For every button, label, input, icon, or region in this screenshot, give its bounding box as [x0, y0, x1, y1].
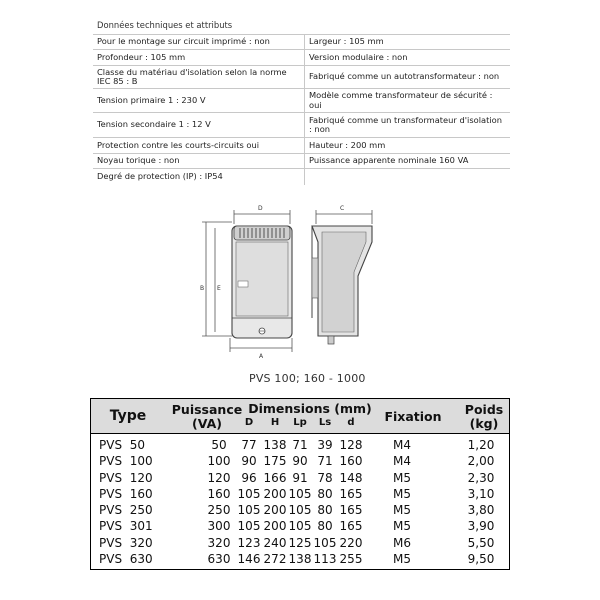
- cell-fix: M5: [393, 552, 411, 567]
- side-view: [312, 226, 372, 344]
- cell-lp: 105: [288, 519, 312, 534]
- cell-h: 200: [263, 503, 287, 518]
- header-type: Type: [109, 408, 147, 424]
- spec-row: [93, 66, 510, 89]
- cell-type: PVS 100: [99, 454, 153, 469]
- header-power: [171, 403, 243, 431]
- spec-cell-right: Largeur : 105 mm: [305, 35, 511, 50]
- spec-cell-right: Fabriqué comme un transformateur d'isolation : non: [305, 113, 511, 138]
- cell-type: PVS 50: [99, 438, 145, 452]
- spec-row: [93, 169, 510, 186]
- dimensions-table-header: [91, 399, 509, 434]
- cell-power: 300: [207, 519, 231, 534]
- spec-row: [93, 50, 510, 66]
- cell-wt: 2,30: [467, 470, 495, 485]
- header-dimensions: Dimensions (mm): [248, 401, 372, 416]
- spec-grid: [93, 35, 510, 185]
- label-c: C: [340, 205, 345, 212]
- cell-dd: 160: [339, 454, 363, 469]
- header-power-label: Puissance: [171, 402, 243, 417]
- spec-row: [93, 154, 510, 169]
- cell-power: 160: [207, 486, 231, 501]
- table-row: [91, 518, 509, 534]
- cell-wt: 3,90: [467, 519, 495, 534]
- cell-ls: 80: [317, 503, 333, 518]
- table-row: [91, 502, 509, 518]
- spec-cell-left: Noyau torique : non: [93, 154, 305, 169]
- cell-power: 120: [207, 470, 231, 485]
- cell-lp: 71: [292, 438, 308, 452]
- label-a: A: [259, 353, 264, 360]
- cell-dd: 165: [339, 519, 363, 534]
- cell-lp: 91: [292, 470, 308, 485]
- cell-fix: M5: [393, 503, 411, 518]
- cell-h: 200: [263, 486, 287, 501]
- technical-drawing: [190, 198, 390, 370]
- cell-ls: 71: [317, 454, 333, 469]
- spec-cell-right: Fabriqué comme un autotransformateur : non: [305, 66, 511, 89]
- cell-h: 240: [263, 535, 287, 550]
- label-e: E: [217, 285, 221, 292]
- cell-fix: M5: [393, 470, 411, 485]
- cell-d: 123: [237, 535, 261, 550]
- cell-ls: 39: [317, 438, 333, 452]
- cell-wt: 3,80: [467, 503, 495, 518]
- cell-power: 250: [207, 503, 231, 518]
- cell-wt: 9,50: [467, 552, 495, 567]
- cell-wt: 5,50: [467, 535, 495, 550]
- spec-row: [93, 89, 510, 113]
- spec-cell-left: Tension primaire 1 : 230 V: [93, 89, 305, 113]
- cell-d: 105: [237, 519, 261, 534]
- front-view: [232, 226, 292, 338]
- spec-table: [93, 16, 510, 185]
- cell-lp: 105: [288, 503, 312, 518]
- header-dd: d: [347, 417, 355, 428]
- header-h: H: [270, 417, 280, 428]
- table-row: [91, 486, 509, 502]
- drawing-caption: PVS 100; 160 - 1000: [249, 372, 366, 385]
- cell-ls: 80: [317, 486, 333, 501]
- spec-cell-left: Degré de protection (IP) : IP54: [93, 169, 305, 186]
- cell-d: 90: [241, 454, 257, 469]
- cell-d: 105: [237, 503, 261, 518]
- cell-type: PVS 320: [99, 535, 153, 550]
- cell-dd: 148: [339, 470, 363, 485]
- header-weight-label: Poids: [464, 402, 504, 417]
- cell-fix: M6: [393, 535, 411, 550]
- header-power-unit: (VA): [192, 416, 222, 431]
- cell-power: 50: [211, 438, 227, 452]
- cell-ls: 78: [317, 470, 333, 485]
- cell-ls: 105: [313, 535, 337, 550]
- cell-lp: 138: [288, 552, 312, 567]
- cell-dd: 165: [339, 503, 363, 518]
- cell-type: PVS 250: [99, 503, 153, 518]
- cell-type: PVS 630: [99, 552, 153, 567]
- spec-cell-left: Profondeur : 105 mm: [93, 50, 305, 66]
- header-lp: Lp: [293, 417, 307, 428]
- cell-dd: 165: [339, 486, 363, 501]
- table-row: [91, 437, 509, 453]
- cell-power: 630: [207, 552, 231, 567]
- dimensions-table: [90, 398, 510, 570]
- cell-wt: 1,20: [467, 438, 495, 452]
- cell-d: 96: [241, 470, 257, 485]
- spec-cell-left: Protection contre les courts-circuits oui: [93, 138, 305, 154]
- cell-fix: M4: [393, 454, 411, 469]
- spec-cell-left: Pour le montage sur circuit imprimé : non: [93, 35, 305, 50]
- cell-dd: 220: [339, 535, 363, 550]
- cell-h: 175: [263, 454, 287, 469]
- table-row: [91, 453, 509, 469]
- cell-h: 200: [263, 519, 287, 534]
- cell-h: 138: [263, 438, 287, 452]
- spec-cell-right: Modèle comme transformateur de sécurité : oui: [305, 89, 511, 113]
- cell-wt: 3,10: [467, 486, 495, 501]
- spec-cell-left: Tension secondaire 1 : 12 V: [93, 113, 305, 138]
- header-fixation: Fixation: [384, 409, 442, 424]
- header-d: D: [244, 417, 254, 428]
- spec-cell-right: Puissance apparente nominale 160 VA: [305, 154, 511, 169]
- cell-fix: M5: [393, 519, 411, 534]
- cell-fix: M5: [393, 486, 411, 501]
- cell-d: 77: [241, 438, 257, 452]
- table-row: [91, 535, 509, 551]
- cell-dd: 128: [339, 438, 363, 452]
- table-row: [91, 470, 509, 486]
- spec-cell-right: Version modulaire : non: [305, 50, 511, 66]
- spec-cell-left: Classe du matériau d'isolation selon la norme IEC 85 : B: [93, 66, 305, 89]
- cell-lp: 105: [288, 486, 312, 501]
- header-ls: Ls: [318, 417, 332, 428]
- cell-power: 100: [207, 454, 231, 469]
- spec-header: Données techniques et attributs: [93, 16, 510, 35]
- label-d: D: [258, 205, 263, 212]
- cell-lp: 125: [288, 535, 312, 550]
- cell-lp: 90: [292, 454, 308, 469]
- spec-cell-right: Hauteur : 200 mm: [305, 138, 511, 154]
- dimensions-table-body: [91, 434, 509, 569]
- cell-fix: M4: [393, 438, 411, 452]
- cell-ls: 80: [317, 519, 333, 534]
- cell-d: 105: [237, 486, 261, 501]
- cell-type: PVS 120: [99, 470, 153, 485]
- spec-row: [93, 138, 510, 154]
- label-b: B: [200, 285, 205, 292]
- spec-cell-right: [305, 169, 511, 186]
- table-row: [91, 551, 509, 567]
- cell-h: 272: [263, 552, 287, 567]
- cell-wt: 2,00: [467, 454, 495, 469]
- cell-d: 146: [237, 552, 261, 567]
- header-weight: [456, 403, 512, 431]
- spec-row: [93, 35, 510, 50]
- cell-ls: 113: [313, 552, 337, 567]
- cell-power: 320: [207, 535, 231, 550]
- cell-h: 166: [263, 470, 287, 485]
- header-weight-unit: (kg): [469, 416, 499, 431]
- spec-row: [93, 113, 510, 138]
- cell-type: PVS 301: [99, 519, 153, 534]
- cell-dd: 255: [339, 552, 363, 567]
- cell-type: PVS 160: [99, 486, 153, 501]
